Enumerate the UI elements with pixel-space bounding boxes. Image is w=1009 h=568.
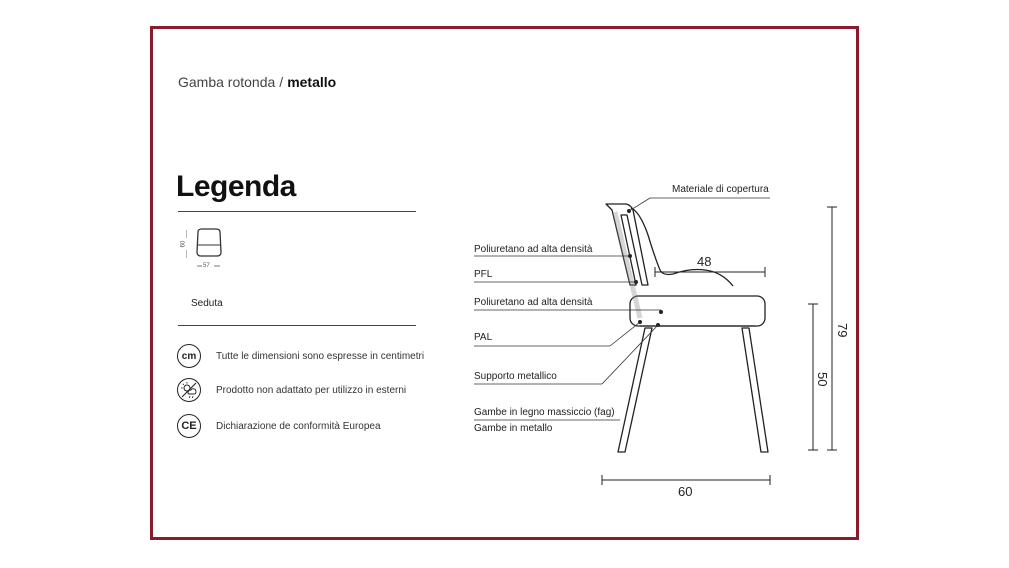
leg-material-label: metallo [287, 74, 337, 90]
info-text-conformity: Dichiarazione de conformità Europea [216, 420, 381, 432]
leader-cover [629, 198, 650, 211]
leader-support-diagonal [602, 325, 658, 384]
callout-metal-legs: Gambe in metallo [474, 423, 553, 434]
dimension-lines [602, 207, 837, 485]
seat-icon-width: 57 [203, 263, 210, 269]
callout-metal-support: Supporto metallico [474, 371, 557, 382]
ce-mark-icon: CE [177, 414, 201, 438]
dim-overall-height: 79 [835, 323, 850, 338]
cm-icon: cm [177, 344, 201, 368]
chair-seat-cushion [630, 296, 765, 326]
callout-pal: PAL [474, 332, 493, 343]
info-text-centimetres: Tutte le dimensioni sono espresse in centimetri [216, 350, 425, 362]
chair-front-leg [618, 328, 652, 452]
leader-pal-diagonal [610, 322, 640, 346]
heading-separator: / [279, 74, 284, 90]
leg-type-label: Gamba rotonda [178, 74, 276, 90]
callout-wood-legs: Gambe in legno massiccio (fag) [474, 407, 615, 418]
callout-marker-foam-seat [659, 310, 663, 314]
callout-cover-material: Materiale di copertura [672, 184, 769, 195]
callout-pfl: PFL [474, 269, 493, 280]
dim-seat-depth: 48 [697, 254, 712, 269]
dim-overall-width: 60 [678, 484, 693, 499]
seat-label: Seduta [191, 298, 223, 309]
dim-seat-height: 50 [815, 372, 830, 387]
chair-rear-leg [742, 328, 768, 452]
info-text-outdoor: Prodotto non adattato per utilizzo in esterni [216, 384, 407, 396]
callout-foam-seat: Poliuretano ad alta densità [474, 297, 593, 308]
seat-icon-height: 60 [180, 240, 187, 248]
callout-foam-back: Poliuretano ad alta densità [474, 244, 593, 255]
legend-title: Legenda [176, 170, 296, 203]
